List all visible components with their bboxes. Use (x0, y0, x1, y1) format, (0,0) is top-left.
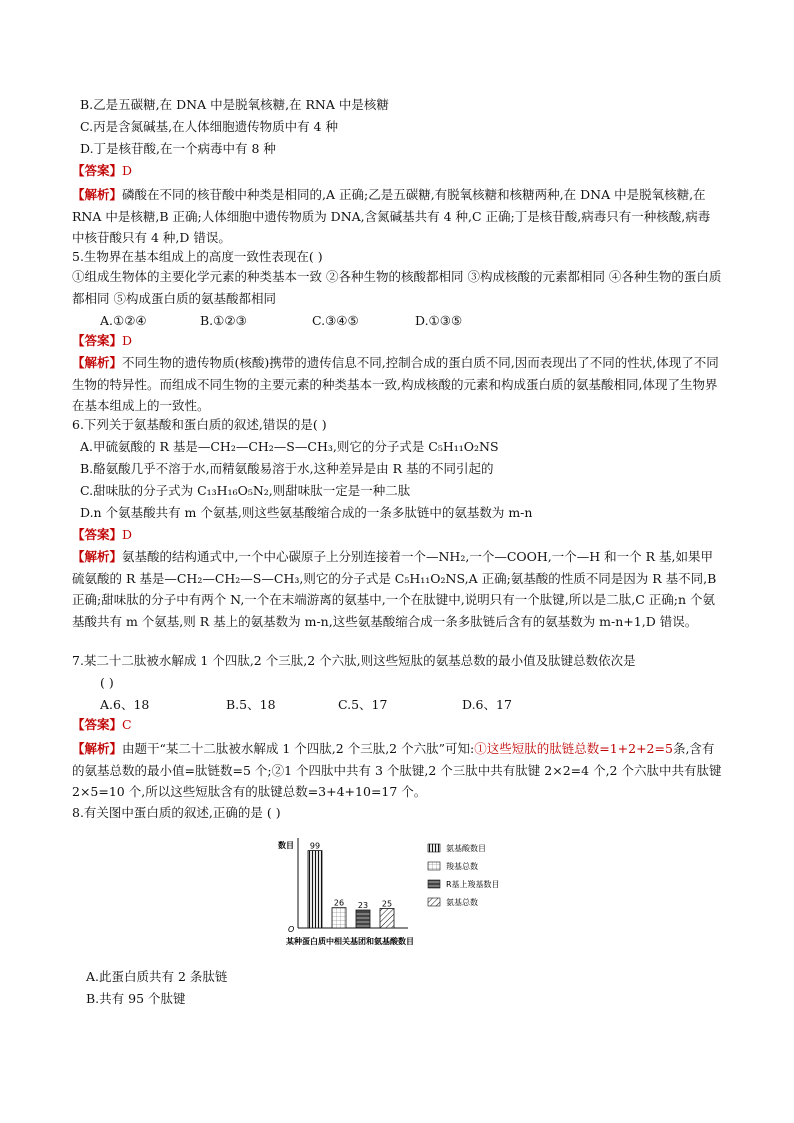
q8-option-a: A.此蛋白质共有 2 条肽链 (86, 969, 228, 984)
analysis-text: 磷酸在不同的核苷酸中种类是相同的,A 正确;乙是五碳糖,有脱氧核糖和核糖两种,在 DNA 中是脱氧核糖,在 RNA 中是核糖,B 正确;人体细胞中遗传物质为 DNA,含氮碱基共有 4 种,C 正确;丁是核苷酸,病毒只有一种核酸,病毒中核苷酸只有 4 种,D 错误。 (72, 187, 711, 246)
q4-option-d: D.丁是核苷酸,在一个病毒中有 8 种 (80, 141, 276, 156)
q5-answer (72, 332, 132, 350)
legend-swatch-4 (428, 898, 440, 906)
q5-option-a: A.①②④ (100, 313, 147, 328)
answer-label: 【答案】 (72, 333, 123, 348)
legend-swatch-3 (428, 880, 440, 888)
bar-4 (380, 908, 394, 928)
origin-label: O (288, 925, 295, 934)
legend-label-2: 羧基总数 (446, 862, 478, 871)
q7-stem: 7.某二十二肽被水解成 1 个四肽,2 个三肽,2 个六肽,则这些短肽的氨基总数的最小值及肽键总数依次是 (72, 653, 636, 668)
bar-chart (272, 832, 532, 962)
answer-value: D (122, 527, 133, 542)
q6-stem: 6.下列关于氨基酸和蛋白质的叙述,错误的是( ) (72, 417, 327, 432)
q6-option-b: B.酪氨酸几乎不溶于水,而精氨酸易溶于水,这种差异是由 R 基的不同引起的 (80, 461, 494, 476)
analysis-label: 【解析】 (72, 741, 123, 756)
analysis-text-a: 由题干“某二十二肽被水解成 1 个四肽,2 个三肽,2 个六肽”可知: (122, 741, 475, 756)
q4-answer (72, 162, 132, 180)
analysis-label: 【解析】 (72, 549, 123, 564)
answer-label: 【答案】 (72, 717, 123, 732)
q4-analysis (72, 184, 722, 249)
q7-analysis (72, 738, 722, 803)
bar-1 (308, 851, 322, 928)
data-label-4: 25 (381, 899, 393, 909)
analysis-text-b: ①这些短肽的肽链总数=1+2+2=5 (474, 741, 673, 756)
q4-option-b: B.乙是五碳糖,在 DNA 中是脱氧核糖,在 RNA 中是核糖 (80, 97, 389, 112)
q7-option-b: B.5、18 (226, 697, 276, 712)
answer-value: D (122, 163, 133, 178)
q5-option-c: C.③④⑤ (312, 313, 359, 328)
q5-options (100, 312, 462, 330)
answer-label: 【答案】 (72, 163, 123, 178)
analysis-text: 氨基酸的结构通式中,一个中心碳原子上分别连接着一个—NH₂,一个—COOH,一个—H 和一个 R 基,如果甲硫氨酸的 R 基是—CH₂—CH₂—S—CH₃,则它的分子式是 C₅H₁₁O₂NS,A 正确;氨基酸的性质不同是因为 R 基不同,B 正确;甜味肽的分子中有两个 N,一个在末端游离的氨基中,一个在肽键中,说明只有一个肽键,所以是二肽,C 正确;n 个氨基酸共有 m 个氨基,则 R 基上的氨基数为 m-n,这些氨基酸缩合成一条多肽链后含有的氨基数为 m-n+1,D 错误。 (72, 549, 717, 629)
q5-stem: 5.生物界在基本组成上的高度一致性表现在( ) (72, 249, 323, 264)
answer-value: D (122, 333, 133, 348)
q5-option-d: D.①③⑤ (415, 313, 463, 328)
q6-option-c: C.甜味肽的分子式为 C₁₃H₁₆O₅N₂,则甜味肽一定是一种二肽 (80, 483, 411, 498)
q7-option-c: C.5、17 (338, 697, 388, 712)
bar-3 (356, 910, 370, 928)
q6-option-a: A.甲硫氨酸的 R 基是—CH₂—CH₂—S—CH₃,则它的分子式是 C₅H₁₁O₂NS (80, 439, 499, 454)
data-label-1: 99 (309, 841, 321, 851)
analysis-label: 【解析】 (72, 187, 123, 202)
bar-2 (332, 908, 346, 928)
q5-analysis (72, 352, 722, 417)
legend-label-3: R基上羧基数目 (446, 880, 500, 889)
y-axis-label: 数目 (278, 841, 294, 850)
q6-answer (72, 526, 132, 544)
analysis-text-c: 条,含有的氨基总数的最小值=肽链数=5 个;②1 个四肽中共有 3 个肽键,2 个三肽中共有肽键 2×2=4 个,2 个六肽中共有肽键 2×5=10 个,所以这些短肽含有的肽键总数=3+4+10=17 个。 (72, 741, 722, 800)
q7-option-a: A.6、18 (100, 697, 150, 712)
q6-analysis (72, 546, 722, 632)
legend-swatch-2 (428, 862, 440, 870)
answer-label: 【答案】 (72, 527, 123, 542)
q7-paren: ( ) (100, 675, 114, 690)
q6-option-d: D.n 个氨基酸共有 m 个氨基,则这些氨基酸缩合成的一条多肽链中的氨基数为 m-n (80, 505, 533, 520)
data-label-3: 23 (357, 901, 369, 911)
q4-option-c: C.丙是含氮碱基,在人体细胞遗传物质中有 4 种 (80, 119, 338, 134)
q7-answer (72, 716, 132, 734)
legend-label-4: 氨基总数 (446, 898, 478, 907)
q5-option-b: B.①②③ (200, 313, 247, 328)
q8-option-b: B.共有 95 个肽键 (86, 991, 186, 1006)
answer-value: C (122, 717, 132, 732)
analysis-text: 不同生物的遗传物质(核酸)携带的遗传信息不同,控制合成的蛋白质不同,因而表现出了不同的性状,体现了不同生物的特异性。而组成不同生物的主要元素的种类基本一致,构成核酸的元素和构成蛋白质的氨基酸相同,体现了生物界在基本组成上的一致性。 (72, 355, 719, 414)
data-label-2: 26 (333, 898, 345, 908)
legend-swatch-1 (428, 844, 440, 852)
q5-items: ①组成生物体的主要化学元素的种类基本一致 ②各种生物的核酸都相同 ③构成核酸的元素都相同 ④各种生物的蛋白质都相同 ⑤构成蛋白质的氨基酸都相同 (72, 269, 722, 306)
q8-stem: 8.有关图中蛋白质的叙述,正确的是 ( ) (72, 805, 281, 820)
chart-title: 某种蛋白质中相关基团和氨基酸数目 (286, 937, 414, 946)
legend-label-1: 氨基酸数目 (446, 844, 486, 853)
analysis-label: 【解析】 (72, 355, 123, 370)
q7-option-d: D.6、17 (462, 697, 512, 712)
q7-options (100, 696, 512, 714)
